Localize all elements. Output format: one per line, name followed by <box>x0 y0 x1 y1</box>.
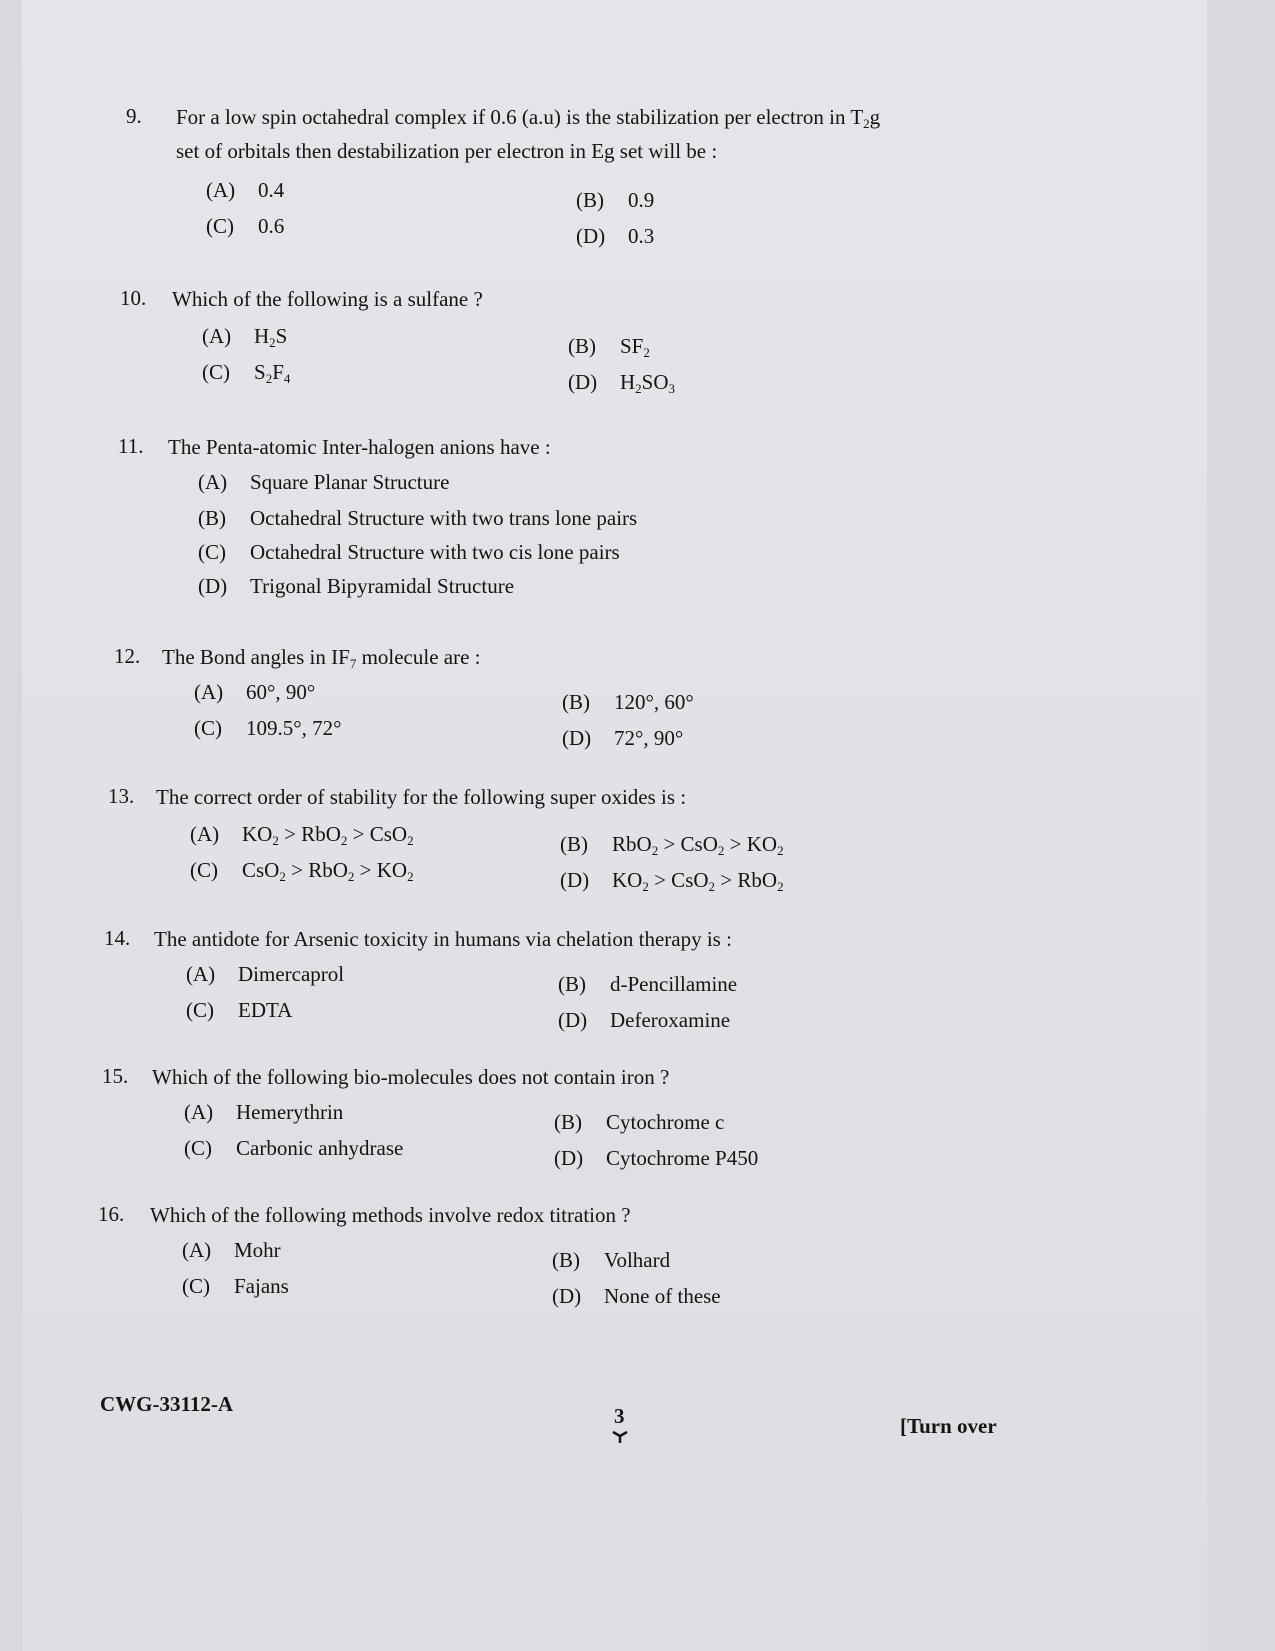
option-b[interactable]: (B) d-Pencillamine <box>558 972 738 996</box>
option-b[interactable]: (B) 0.9 <box>576 188 655 212</box>
option-c[interactable]: (C) $S_2F_4$ <box>202 360 291 386</box>
question-number: 12. <box>114 644 141 668</box>
option-d[interactable]: (D) $KO_2 > CsO_2 > RbO_2$ <box>560 868 784 894</box>
option-d[interactable]: (D) 72°, 90° <box>562 726 684 750</box>
option-a[interactable]: (A) Square Planar Structure <box>198 470 450 494</box>
option-c[interactable]: (C) 0.6 <box>206 214 285 238</box>
option-c[interactable]: (C) Fajans <box>182 1274 289 1298</box>
question-stem: For a low spin octahedral complex if 0.6 (a.u) is the stabilization per electron in $T_2g$ set of orbitals then destabilization per electron in Eg set will be : <box>176 105 881 163</box>
question-stem: Which of the following is a sulfane ? <box>172 287 483 311</box>
question-number: 15. <box>102 1064 129 1088</box>
option-d[interactable]: (D) Deferoxamine <box>558 1008 731 1032</box>
option-b[interactable]: (B) Octahedral Structure with two trans lone pairs <box>198 506 638 530</box>
option-d[interactable]: (D) $H_2SO_3$ <box>568 370 676 396</box>
option-c[interactable]: (C) 109.5°, 72° <box>194 716 342 740</box>
question-stem: The correct order of stability for the following super oxides is : <box>156 785 687 809</box>
option-b[interactable]: (B) Volhard <box>552 1248 671 1272</box>
option-c[interactable]: (C) Octahedral Structure with two cis lone pairs <box>198 540 620 564</box>
exam-page <box>22 0 1207 1651</box>
turn-over: [Turn over <box>900 1414 997 1438</box>
option-c[interactable]: (C) $CsO_2 > RbO_2 > KO_2$ <box>190 858 414 884</box>
option-b[interactable]: (B) Cytochrome c <box>554 1110 725 1134</box>
option-c[interactable]: (C) EDTA <box>186 998 293 1022</box>
option-d[interactable]: (D) None of these <box>552 1284 721 1308</box>
option-b[interactable]: (B) 120°, 60° <box>562 690 694 714</box>
question-number: 11. <box>118 434 144 458</box>
option-d[interactable]: (D) Trigonal Bipyramidal Structure <box>198 574 515 598</box>
option-c[interactable]: (C) Carbonic anhydrase <box>184 1136 404 1160</box>
question-stem: The Bond angles in $IF_7$ molecule are : <box>162 645 481 671</box>
paper-code: CWG-33112-A <box>100 1392 233 1416</box>
page-number: 3 <box>614 1404 625 1428</box>
option-a[interactable]: (A) Dimercaprol <box>186 962 345 986</box>
question-stem: The Penta-atomic Inter-halogen anions have : <box>168 435 551 459</box>
question-stem: Which of the following methods involve redox titration ? <box>150 1203 631 1227</box>
caret-down-icon <box>612 1430 628 1444</box>
question-number: 9. <box>126 104 142 128</box>
option-a[interactable]: (A) 60°, 90° <box>194 680 316 704</box>
question-number: 10. <box>120 286 147 310</box>
option-a[interactable]: (A) Hemerythrin <box>184 1100 344 1124</box>
question-stem: The antidote for Arsenic toxicity in humans via chelation therapy is : <box>154 927 732 951</box>
question-number: 14. <box>104 926 131 950</box>
question-number: 13. <box>108 784 135 808</box>
option-b[interactable]: (B) $RbO_2 > CsO_2 > KO_2$ <box>560 832 784 858</box>
option-b[interactable]: (B) $SF_2$ <box>568 334 650 360</box>
option-a[interactable]: (A) Mohr <box>182 1238 281 1262</box>
option-a[interactable]: (A) 0.4 <box>206 178 285 202</box>
option-a[interactable]: (A) $H_2S$ <box>202 324 288 350</box>
option-d[interactable]: (D) 0.3 <box>576 224 655 248</box>
option-d[interactable]: (D) Cytochrome P450 <box>554 1146 759 1170</box>
question-stem: Which of the following bio-molecules does not contain iron ? <box>152 1065 670 1089</box>
question-number: 16. <box>98 1202 125 1226</box>
option-a[interactable]: (A) $KO_2 > RbO_2 > CsO_2$ <box>190 822 414 848</box>
